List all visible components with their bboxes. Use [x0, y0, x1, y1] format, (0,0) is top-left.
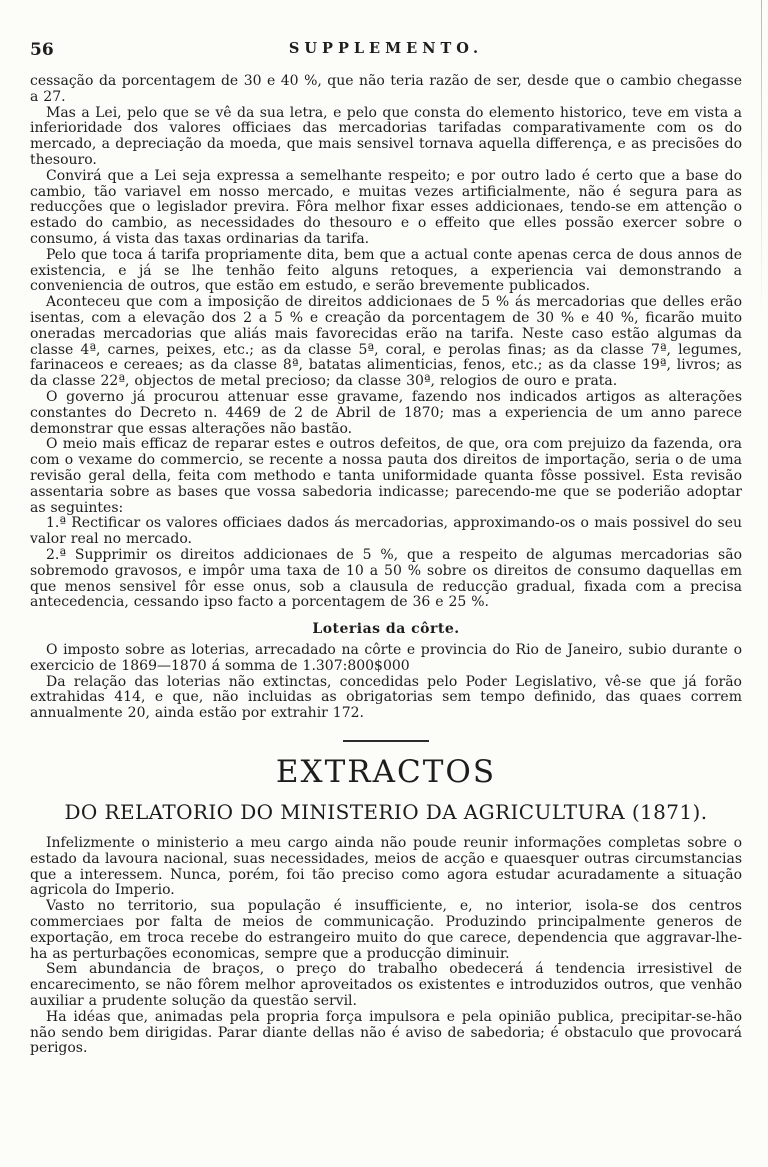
- paragraph-item-1: 1.ª Rectificar os valores officiaes dados ás mercadorias, approximando-os o mais possivel do seu valor real no mercado.: [30, 515, 742, 548]
- paragraph: O meio mais efficaz de reparar estes e outros defeitos, de que, ora com prejuizo da fazenda, ora com o vexame do commercio, se recente a nossa pauta dos direitos de importação, seria o de uma revisão geral della, feita com methodo e tanta uniformidade quanta fôsse possivel. Esta revisão assentaria sobre as bases que vossa sabedoria indicasse; parecendo-me que se poderião adoptar as seguintes:: [30, 436, 742, 516]
- paragraph: O imposto sobre as loterias, arrecadado na côrte e provincia do Rio de Janeiro, subio durante o exercicio de 1869—1870 á somma de 1.307:800$000: [30, 642, 742, 674]
- tarifa-section: [30, 74, 742, 611]
- paragraph: Sem abundancia de braços, o preço do trabalho obedecerá á tendencia irresistivel de encarecimento, se não fôrem melhor aproveitados os existentes e introduzidos outros, que venhão auxiliar a prudente solução da questão servil.: [30, 961, 742, 1010]
- paragraph: Vasto no territorio, sua população é insufficiente, e, no interior, isola-se dos centros commerciaes por falta de meios de communicação. Produzindo principalmente generos de exportação, em troca recebe do estrangeiro muito do que carece, dependencia que aggravar-lhe-ha as perturbações economicas, sempre que a producção diminuir.: [30, 898, 742, 962]
- running-title: SUPPLEMENTO.: [288, 40, 484, 57]
- paragraph: Ha idéas que, animadas pela propria força impulsora e pela opinião publica, precipitar-se-hão não sendo bem dirigidas. Parar diante dellas não é aviso de sabedoria; é obstaculo que provocará perigos.: [30, 1008, 742, 1057]
- paragraph: Mas a Lei, pelo que se vê da sua letra, e pelo que consta do elemento historico, teve em vista a inferioridade dos valores officiaes das mercadorias tarifadas comparativamente com os do mercado, a depreciação da moeda, que mais sensivel tornava aquella differença, e as precisões do thesouro.: [30, 104, 742, 168]
- extractos-title: EXTRACTOS: [275, 754, 497, 791]
- paragraph: O governo já procurou attenuar esse gravame, fazendo nos indicados artigos as alterações constantes do Decreto n. 4469 de 2 de Abril de 1870; mas a experiencia de um anno parece demonstrar que essas alterações não bastão.: [30, 388, 742, 437]
- paragraph-continuation: cessação da porcentagem de 30 e 40 %, que não teria razão de ser, desde que o cambio chegasse a 27.: [30, 73, 742, 105]
- loterias-section: [30, 643, 742, 722]
- paragraph: Pelo que toca á tarifa propriamente dita, bem que a actual conte apenas cerca de dous annos de existencia, e já se lhe tenhão feito alguns retoques, a experiencia vai demonstrando a conveniencia de outros, que estão em estudo, e serão brevemente publicados.: [30, 246, 742, 295]
- paragraph: Infelizmente o ministerio a meu cargo ainda não poude reunir informações completas sobre o estado da lavoura nacional, suas necessidades, meios de acção e quaesquer outras circumstancias que a interessem. Nunca, porém, foi tão preciso como agora estudar acuradamente a situação agricola do Imperio.: [30, 835, 742, 899]
- extractos-section: [30, 836, 742, 1057]
- page-header: [30, 40, 742, 62]
- paragraph: Convirá que a Lei seja expressa a semelhante respeito; e por outro lado é certo que a base do cambio, tão variavel em nosso mercado, e muitas vezes artificialmente, não é segura para as reducções que o legislador previra. Fôra melhor fixar esses addicionaes, tendo-se em attenção o estado do cambio, as necessidades do thesouro e o effeito que elles possão exercer sobre o consumo, á vista das taxas ordinarias da tarifa.: [30, 167, 742, 247]
- section-divider: [343, 740, 429, 742]
- paragraph: Aconteceu que com a imposição de direitos addicionaes de 5 % ás mercadorias que delles erão isentas, com a elevação dos 2 a 5 % e creação da porcentagem de 30 % e 40 %, ficarão muito oneradas mercadorias que aliás mais favorecidas erão na tarifa. Neste caso estão algumas da classe 4ª, carnes, peixes, etc.; as da classe 5ª, coral, e perolas finas; as da classe 7ª, legumes, farinaceos e cereaes; as da classe 8ª, batatas alimenticias, fenos, etc.; as da classe 19ª, livros; as da classe 22ª, objectos de metal precioso; da classe 30ª, relogios de ouro e prata.: [30, 294, 742, 390]
- extractos-subtitle: DO RELATORIO DO MINISTERIO DA AGRICULTURA (1871).: [64, 800, 708, 825]
- paragraph-item-2: 2.ª Supprimir os direitos addicionaes de 5 %, que a respeito de algumas mercadorias são sobremodo gravosos, e impôr uma taxa de 10 a 50 % sobre os direitos de consumo daquellas em que menos sensivel fôr esse onus, sob a clausula de reducção gradual, fixada com a precisa antecedencia, cessando ipso facto a porcentagem de 36 e 25 %.: [30, 546, 742, 611]
- page-number: 56: [30, 40, 54, 60]
- paragraph: Da relação das loterias não extinctas, concedidas pelo Poder Legislativo, vê-se que já forão extrahidas 414, e que, não incluidas as obrigatorias sem tempo definido, das quaes correm annualmente 20, ainda estão por extrahir 172.: [30, 673, 742, 722]
- loterias-heading: Loterias da côrte.: [312, 621, 460, 638]
